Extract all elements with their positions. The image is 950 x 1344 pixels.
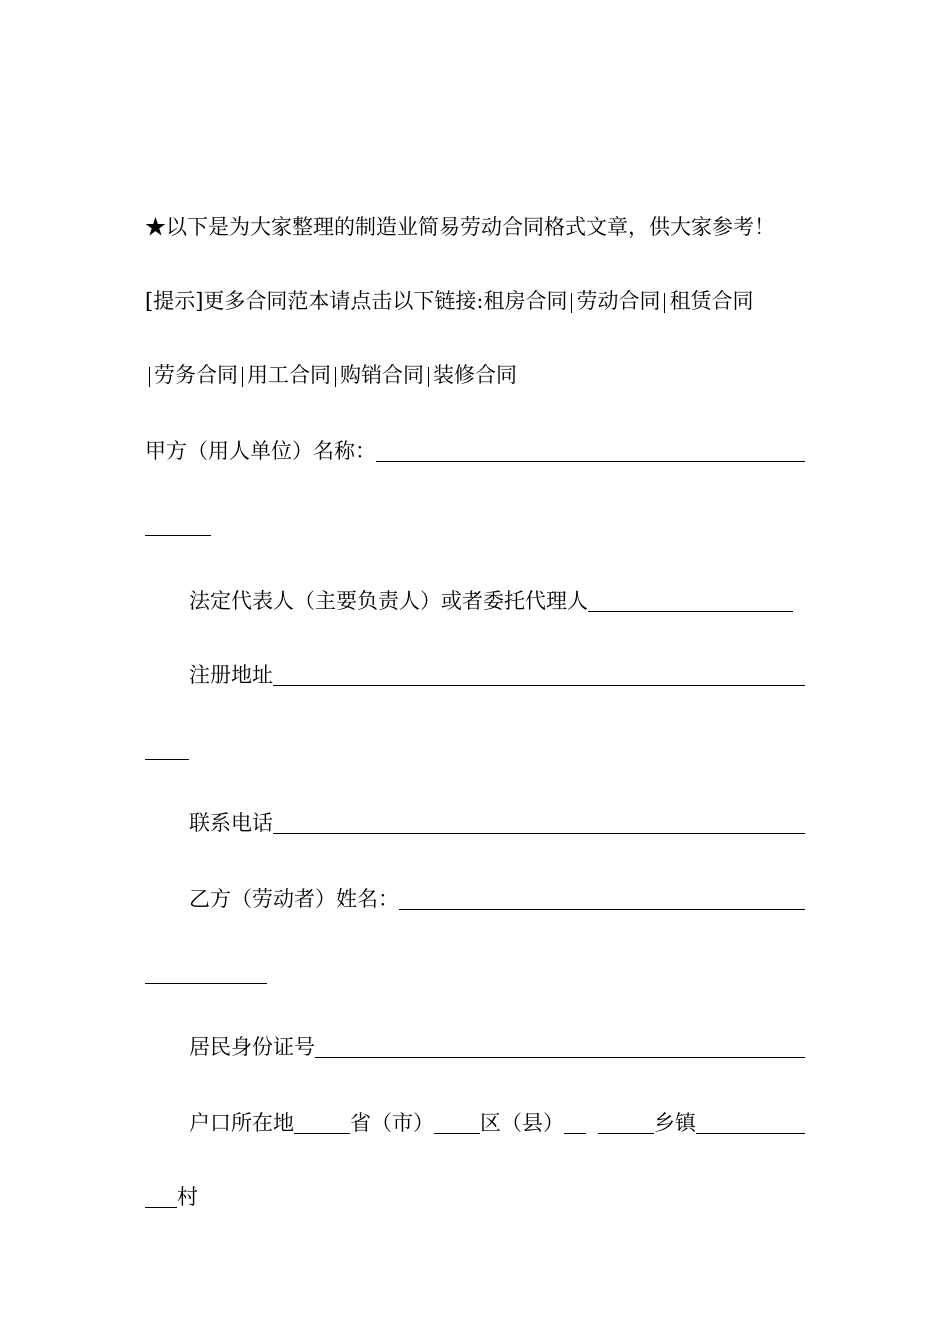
intro-text: ★以下是为大家整理的制造业简易劳动合同格式文章，供大家参考！ <box>145 215 775 239</box>
party-a-rep-blank <box>588 589 793 612</box>
party-b-hukou-line-cont <box>145 1182 805 1212</box>
link-separator <box>242 367 243 387</box>
party-b-name-line <box>189 884 805 914</box>
intro-line <box>145 212 805 242</box>
party-b-id-line <box>189 1032 805 1062</box>
hukou-town-blank-a <box>564 1111 586 1134</box>
hukou-village-label: 村 <box>177 1185 198 1209</box>
party-b-name-blank-cont <box>145 961 267 984</box>
link-separator <box>428 367 429 387</box>
hukou-province-blank <box>294 1111 350 1134</box>
link-decoration-contract[interactable]: 装修合同 <box>433 363 517 387</box>
hukou-province-label: 省（市） <box>350 1111 434 1135</box>
party-a-name-blank-cont <box>145 513 211 536</box>
hukou-district-label: 区（县） <box>480 1111 564 1135</box>
hukou-label: 户口所在地 <box>189 1111 294 1135</box>
hukou-town-label: 乡镇 <box>654 1111 696 1135</box>
link-rental-house[interactable]: 租房合同 <box>483 289 568 313</box>
tip-line-1 <box>145 286 805 316</box>
tip-prefix: [提示]更多合同范本请点击以下链接: <box>145 289 484 313</box>
party-a-phone-line <box>189 808 805 838</box>
link-labor-contract[interactable]: 劳动合同 <box>576 289 661 313</box>
link-separator <box>149 367 150 387</box>
link-employment-contract[interactable]: 用工合同 <box>247 363 331 387</box>
party-a-address-line-cont <box>145 734 805 764</box>
link-separator <box>571 293 572 313</box>
party-b-id-blank <box>315 1035 805 1058</box>
party-a-name-label: 甲方（用人单位）名称： <box>145 439 376 463</box>
hukou-district-blank <box>434 1111 480 1134</box>
party-b-id-label: 居民身份证号 <box>189 1035 315 1059</box>
party-b-name-blank <box>399 887 805 910</box>
party-b-hukou-line <box>189 1108 805 1138</box>
link-separator <box>664 293 665 313</box>
party-b-name-line-cont <box>145 958 805 988</box>
party-a-rep-label: 法定代表人（主要负责人）或者委托代理人 <box>189 589 588 613</box>
party-a-address-label: 注册地址 <box>189 663 273 687</box>
party-a-rep-line <box>189 586 793 616</box>
link-sales-contract[interactable]: 购销合同 <box>340 363 424 387</box>
party-a-name-line <box>145 436 805 466</box>
party-a-address-line <box>189 660 805 690</box>
party-a-phone-label: 联系电话 <box>189 811 273 835</box>
hukou-village-blank-cont <box>145 1185 177 1208</box>
tip-line-2 <box>145 360 805 390</box>
party-a-address-blank-cont <box>145 737 189 760</box>
hukou-town-blank-b <box>598 1111 654 1134</box>
party-a-address-blank <box>273 663 805 686</box>
party-b-name-label: 乙方（劳动者）姓名： <box>189 887 399 911</box>
party-a-name-blank <box>376 439 805 462</box>
hukou-village-blank <box>696 1111 805 1134</box>
party-a-name-line-cont <box>145 510 805 540</box>
link-lease-contract[interactable]: 租赁合同 <box>669 289 754 313</box>
party-a-phone-blank <box>273 811 805 834</box>
link-separator <box>335 367 336 387</box>
link-service-contract[interactable]: 劳务合同 <box>154 363 238 387</box>
